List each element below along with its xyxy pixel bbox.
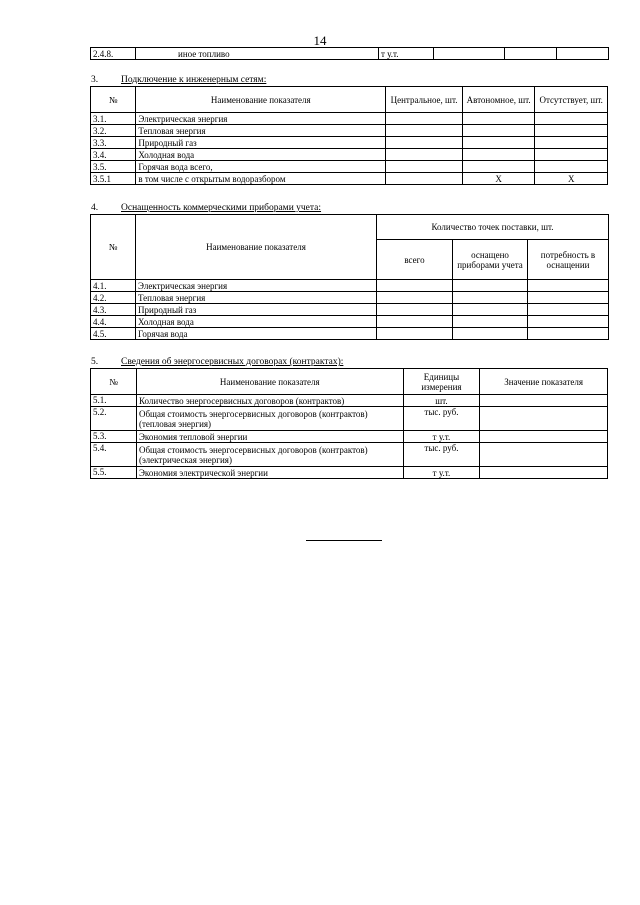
row-num: 3.5. — [91, 161, 136, 173]
header-num: № — [91, 87, 136, 113]
row-name: в том числе с открытым водоразбором — [136, 173, 386, 185]
value-cell[interactable] — [377, 316, 453, 328]
table-row — [91, 48, 609, 60]
row-name: Тепловая энергия — [136, 125, 386, 137]
table-row — [91, 161, 608, 173]
value-cell[interactable] — [535, 149, 608, 161]
section-5-title: 5. Сведения об энергосервисных договорах (контрактах): — [91, 357, 344, 367]
header-num: № — [91, 369, 137, 395]
document-end-divider — [306, 540, 382, 541]
value-cell[interactable] — [386, 161, 463, 173]
table-row — [91, 113, 608, 125]
row-num: 3.5.1 — [91, 173, 136, 185]
row-name: Электрическая энергия — [136, 113, 386, 125]
value-cell[interactable] — [480, 395, 608, 407]
row-name: Горячая вода — [136, 328, 377, 340]
row-num: 5.3. — [91, 431, 137, 443]
row-unit: т у.т. — [403, 431, 480, 443]
value-cell[interactable] — [462, 125, 535, 137]
header-name: Наименование показателя — [136, 215, 377, 280]
value-cell[interactable] — [377, 304, 453, 316]
row-name: Общая стоимость энергосервисных договоров (контрактов) (тепловая энергия) — [136, 407, 403, 431]
table-row — [91, 467, 608, 479]
table-row — [91, 137, 608, 149]
value-cell[interactable] — [434, 48, 505, 60]
section-3-title: 3. Подключение к инженерным сетям: — [91, 75, 267, 85]
value-cell[interactable] — [480, 407, 608, 431]
header-name: Наименование показателя — [136, 369, 403, 395]
value-cell[interactable] — [535, 137, 608, 149]
value-cell[interactable] — [453, 292, 528, 304]
value-cell[interactable] — [528, 280, 609, 292]
row-name: Экономия электрической энергии — [136, 467, 403, 479]
value-cell[interactable] — [528, 292, 609, 304]
row-num: 2.4.8. — [91, 48, 136, 60]
row-unit: тыс. руб. — [403, 443, 480, 467]
table-header-row — [91, 215, 609, 240]
value-cell[interactable] — [528, 328, 609, 340]
table-row — [91, 443, 608, 467]
value-cell[interactable] — [505, 48, 557, 60]
header-total: всего — [377, 240, 453, 280]
page-number: 14 — [313, 33, 327, 48]
value-cell[interactable] — [386, 173, 463, 185]
value-cell[interactable] — [557, 48, 609, 60]
row-num: 4.2. — [91, 292, 136, 304]
header-central: Центральное, шт. — [386, 87, 463, 113]
value-cell[interactable] — [462, 137, 535, 149]
value-cell[interactable]: X — [462, 173, 535, 185]
row-num: 4.1. — [91, 280, 136, 292]
value-cell[interactable] — [535, 161, 608, 173]
value-cell[interactable] — [386, 149, 463, 161]
value-cell[interactable]: X — [535, 173, 608, 185]
table-row — [91, 395, 608, 407]
table-row — [91, 125, 608, 137]
row-name: Тепловая энергия — [136, 292, 377, 304]
header-name: Наименование показателя — [136, 87, 386, 113]
value-cell[interactable] — [386, 137, 463, 149]
row-num: 5.4. — [91, 443, 137, 467]
row-num: 5.5. — [91, 467, 137, 479]
header-num: № — [91, 215, 136, 280]
value-cell[interactable] — [528, 304, 609, 316]
header-unit: Единицы измерения — [403, 369, 480, 395]
header-group: Количество точек поставки, шт. — [377, 215, 609, 240]
header-value: Значение показателя — [480, 369, 608, 395]
value-cell[interactable] — [528, 316, 609, 328]
row-num: 4.5. — [91, 328, 136, 340]
table-row — [91, 304, 609, 316]
row-num: 3.1. — [91, 113, 136, 125]
row-num: 3.2. — [91, 125, 136, 137]
header-equipped: оснащено приборами учета — [453, 240, 528, 280]
row-num: 3.4. — [91, 149, 136, 161]
table-row — [91, 407, 608, 431]
value-cell[interactable] — [462, 149, 535, 161]
table-row — [91, 173, 608, 185]
value-cell[interactable] — [480, 443, 608, 467]
row-num: 3.3. — [91, 137, 136, 149]
value-cell[interactable] — [453, 304, 528, 316]
row-name: Общая стоимость энергосервисных договоров (контрактов) (электрическая энергия) — [136, 443, 403, 467]
row-num: 5.2. — [91, 407, 137, 431]
row-num: 5.1. — [91, 395, 137, 407]
header-autonomous: Автономное, шт. — [462, 87, 535, 113]
value-cell[interactable] — [453, 316, 528, 328]
value-cell[interactable] — [462, 113, 535, 125]
continuation-table — [90, 47, 609, 60]
table-row — [91, 431, 608, 443]
value-cell[interactable] — [480, 467, 608, 479]
value-cell[interactable] — [462, 161, 535, 173]
table-row — [91, 292, 609, 304]
header-absent: Отсутствует, шт. — [535, 87, 608, 113]
table-header-row — [91, 369, 608, 395]
row-name: Электрическая энергия — [136, 280, 377, 292]
table-row — [91, 280, 609, 292]
value-cell[interactable] — [377, 328, 453, 340]
row-unit: шт. — [403, 395, 480, 407]
value-cell[interactable] — [535, 113, 608, 125]
row-name: Количество энергосервисных договоров (контрактов) — [136, 395, 403, 407]
table-header-row — [91, 87, 608, 113]
row-name: Природный газ — [136, 137, 386, 149]
value-cell[interactable] — [386, 125, 463, 137]
row-unit: т у.т. — [403, 467, 480, 479]
metering-table — [90, 214, 609, 340]
table-row — [91, 149, 608, 161]
energy-service-table — [90, 368, 608, 479]
value-cell[interactable] — [453, 328, 528, 340]
value-cell[interactable] — [480, 431, 608, 443]
row-name: Экономия тепловой энергии — [136, 431, 403, 443]
value-cell[interactable] — [377, 280, 453, 292]
row-name: Холодная вода — [136, 149, 386, 161]
row-name: Природный газ — [136, 304, 377, 316]
value-cell[interactable] — [386, 113, 463, 125]
value-cell[interactable] — [535, 125, 608, 137]
value-cell[interactable] — [377, 292, 453, 304]
section-4-title: 4. Оснащенность коммерческими приборами учета: — [91, 203, 322, 213]
row-num: 4.4. — [91, 316, 136, 328]
table-row — [91, 328, 609, 340]
connection-table — [90, 86, 608, 185]
row-name: Горячая вода всего, — [136, 161, 386, 173]
table-row — [91, 316, 609, 328]
row-name: иное топливо — [136, 48, 379, 60]
row-name: Холодная вода — [136, 316, 377, 328]
row-unit: тыс. руб. — [403, 407, 480, 431]
row-num: 4.3. — [91, 304, 136, 316]
row-unit: т у.т. — [379, 48, 434, 60]
header-need: потребность в оснащении — [528, 240, 609, 280]
value-cell[interactable] — [453, 280, 528, 292]
